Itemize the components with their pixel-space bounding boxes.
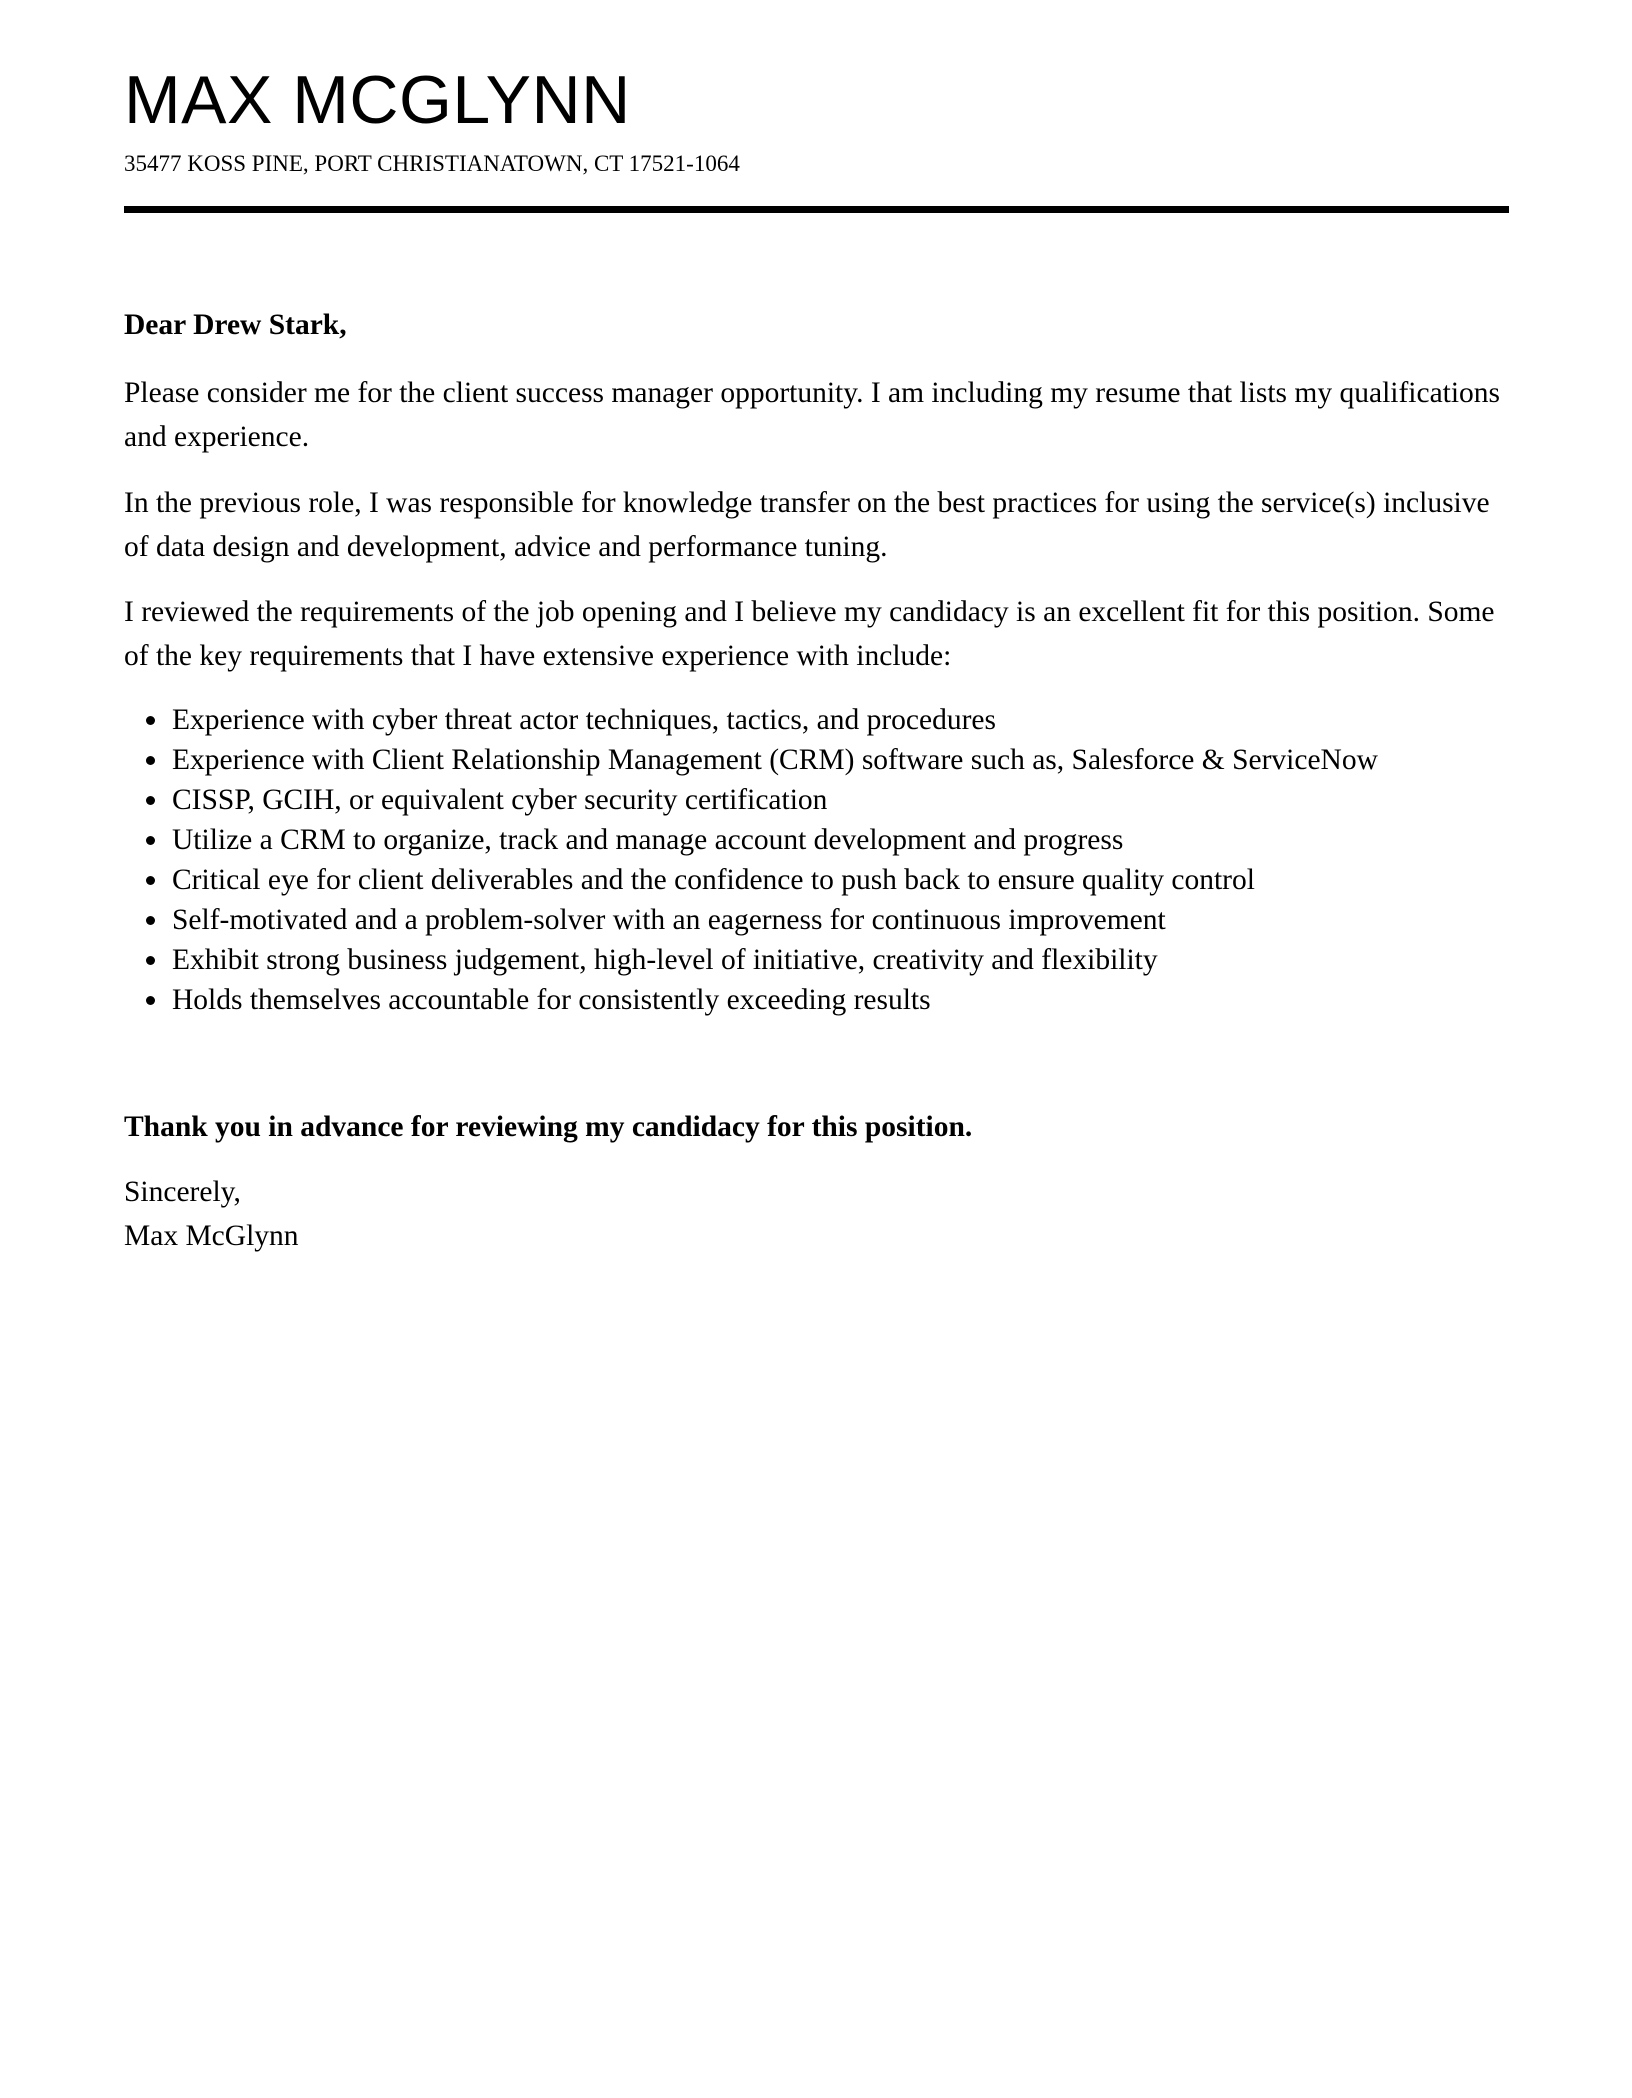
letter-closing: Thank you in advance for reviewing my candidacy for this position. <box>124 1111 973 1143</box>
requirements-list <box>124 700 1509 1020</box>
applicant-address: 35477 KOSS PINE, PORT CHRISTIANATOWN, CT 17521-1064 <box>124 151 740 176</box>
list-item <box>124 900 1509 940</box>
list-item <box>124 940 1509 980</box>
bullet-icon <box>146 756 155 765</box>
letter-signoff-block <box>124 1170 1509 1258</box>
signoff-text: Sincerely, <box>124 1176 241 1208</box>
list-item-text: Self-motivated and a problem-solver with an eagerness for continuous improvement <box>172 904 1166 936</box>
bullet-icon <box>146 956 155 965</box>
bullet-icon <box>146 796 155 805</box>
bullet-icon <box>146 716 155 725</box>
bullet-icon <box>146 916 155 925</box>
list-item-text: Experience with Client Relationship Management (CRM) software such as, Salesforce & ServiceNow <box>172 744 1378 776</box>
bullet-icon <box>146 876 155 885</box>
list-item <box>124 860 1509 900</box>
letter-paragraph-2: In the previous role, I was responsible for knowledge transfer on the best practices for using the service(s) inclusive of data design and development, advice and performance tuning. <box>124 487 1490 563</box>
list-item <box>124 740 1509 780</box>
list-item-text: Holds themselves accountable for consistently exceeding results <box>172 984 931 1016</box>
list-item <box>124 700 1509 740</box>
list-item-text: Experience with cyber threat actor techniques, tactics, and procedures <box>172 704 996 736</box>
signature-name: Max McGlynn <box>124 1220 299 1252</box>
list-item-text: Utilize a CRM to organize, track and manage account development and progress <box>172 824 1124 856</box>
letter-paragraph-1: Please consider me for the client success manager opportunity. I am including my resume that lists my qualifications and experience. <box>124 377 1501 453</box>
list-item <box>124 820 1509 860</box>
bullet-icon <box>146 996 155 1005</box>
letter-paragraph-3: I reviewed the requirements of the job opening and I believe my candidacy is an excellent fit for this position. Some of the key requirements that I have extensive experience with include: <box>124 596 1495 672</box>
header-divider <box>124 206 1509 213</box>
list-item-text: Exhibit strong business judgement, high-level of initiative, creativity and flexibility <box>172 944 1158 976</box>
list-item-text: Critical eye for client deliverables and the confidence to push back to ensure quality control <box>172 864 1255 896</box>
list-item-text: CISSP, GCIH, or equivalent cyber security certification <box>172 784 828 816</box>
letter-greeting: Dear Drew Stark, <box>124 309 347 341</box>
list-item <box>124 980 1509 1020</box>
applicant-name: MAX MCGLYNN <box>124 62 631 138</box>
bullet-icon <box>146 836 155 845</box>
list-item <box>124 780 1509 820</box>
